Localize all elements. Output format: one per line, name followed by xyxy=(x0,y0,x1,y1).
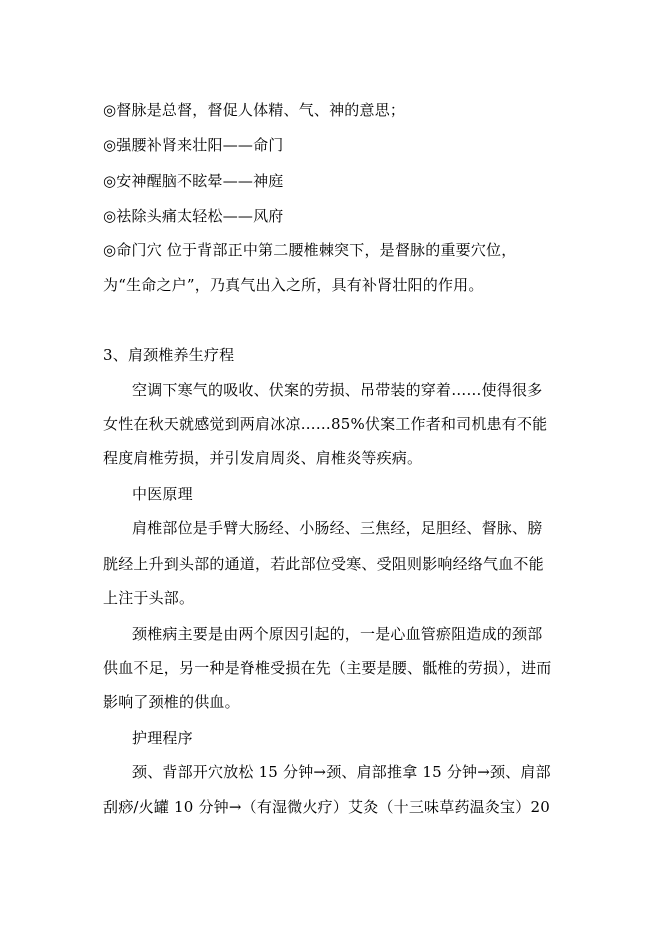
section-heading: 3、肩颈椎养生疗程 xyxy=(103,346,235,364)
procedure-line-1: 颈、背部开穴放松 15 分钟→颈、肩部推拿 15 分钟→颈、肩部 xyxy=(132,763,551,781)
bullet-line-4: ◎祛除头痛太轻松——风府 xyxy=(103,207,284,225)
bullet-line-1: ◎督脉是总督，督促人体精、气、神的意思； xyxy=(103,101,406,119)
bullet-line-5: ◎命门穴 位于背部正中第二腰椎棘突下，是督脉的重要穴位， xyxy=(103,241,517,259)
cause-line-1: 颈椎病主要是由两个原因引起的，一是心血管瘀阻造成的颈部 xyxy=(132,625,543,643)
principle-line-3: 上注于头部。 xyxy=(103,589,195,607)
bullet-line-2: ◎强腰补肾来壮阳——命门 xyxy=(103,136,284,154)
principle-heading: 中医原理 xyxy=(132,485,193,503)
procedure-line-2: 刮痧/火罐 10 分钟→（有湿微火疗）艾灸（十三味草药温灸宝）20 xyxy=(103,798,550,816)
cause-line-3: 影响了颈椎的供血。 xyxy=(103,693,240,711)
procedure-heading: 护理程序 xyxy=(132,729,193,747)
intro-line-3: 程度肩椎劳损，并引发肩周炎、肩椎炎等疾病。 xyxy=(103,449,423,467)
cause-line-2: 供血不足，另一种是脊椎受损在先（主要是腰、骶椎的劳损），进而 xyxy=(103,659,552,677)
principle-line-2: 胱经上升到头部的通道，若此部位受寒、受阻则影响经络气血不能 xyxy=(103,555,544,573)
intro-line-1: 空调下寒气的吸收、伏案的劳损、吊带装的穿着……使得很多 xyxy=(132,381,543,399)
bullet-line-3: ◎安神醒脑不眩晕——神庭 xyxy=(103,172,284,190)
intro-line-2: 女性在秋天就感觉到两肩冰凉……85%伏案工作者和司机患有不能 xyxy=(103,415,548,433)
bullet-continuation: 为“生命之户”，乃真气出入之所，具有补肾壮阳的作用。 xyxy=(103,276,484,294)
principle-line-1: 肩椎部位是手臂大肠经、小肠经、三焦经，足胆经、督脉、膀 xyxy=(132,519,543,537)
